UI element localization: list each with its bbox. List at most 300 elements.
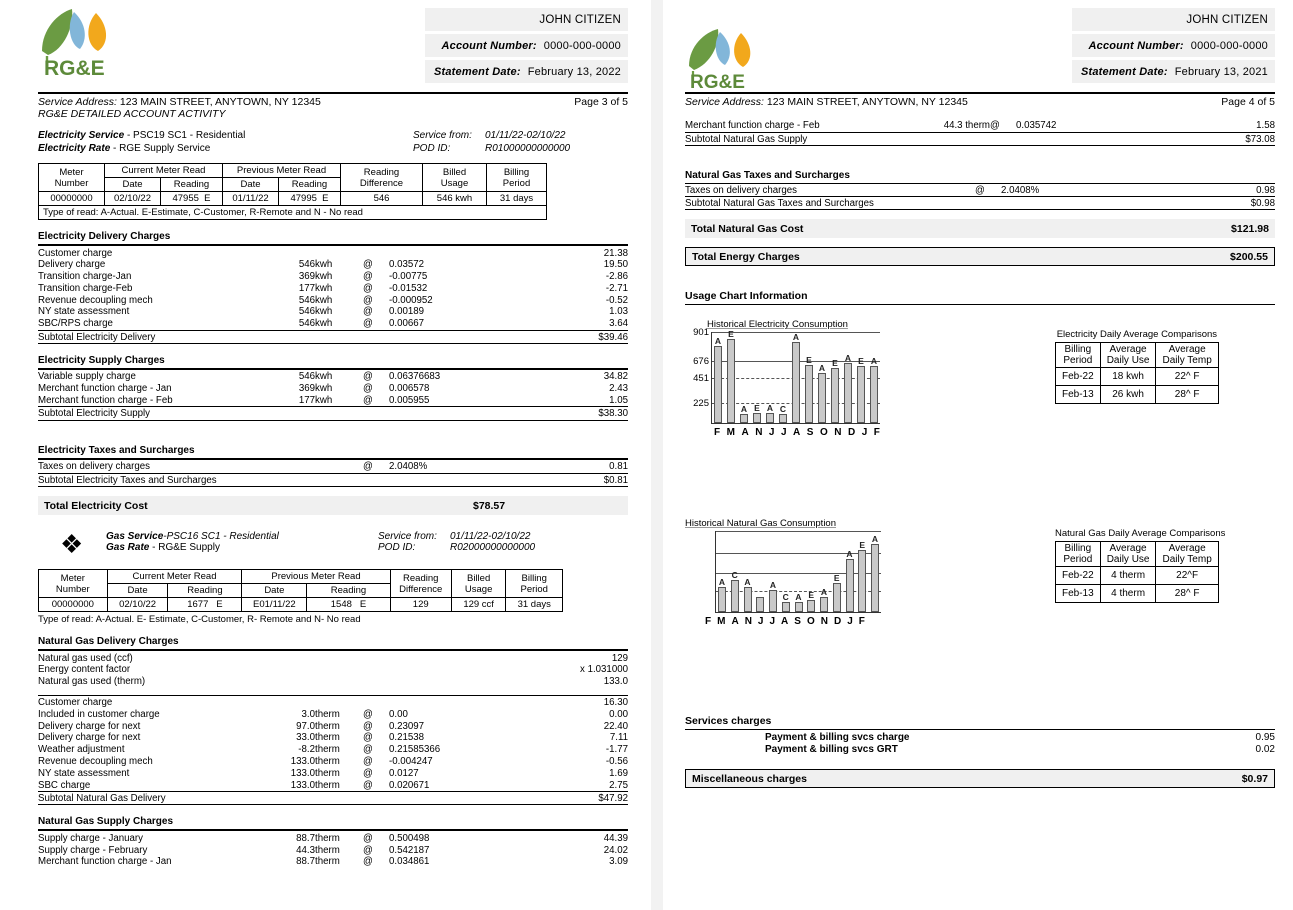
miscellaneous-charges-row: [685, 769, 1275, 788]
charge-at-symbol: @: [363, 259, 373, 271]
electricity-comparison-table-wrap: [1055, 329, 1219, 404]
th-reading-difference: Reading Difference: [341, 164, 423, 192]
bar: [740, 404, 748, 423]
charge-unit: therm: [315, 755, 340, 767]
gas-chart-title: Historical Natural Gas Consumption: [685, 518, 837, 530]
statement-date-value: February 13, 2021: [1174, 65, 1268, 78]
charge-amount: -2.71: [605, 282, 628, 294]
conversion-rows: [38, 651, 628, 688]
th-current-meter-read: Current Meter Read: [105, 164, 223, 178]
charge-at-symbol: @: [363, 383, 373, 395]
services-charges-block: [685, 715, 1275, 755]
bar-label: A: [744, 577, 751, 588]
table-header-row: [1056, 343, 1219, 368]
charge-amount: 1.03: [609, 306, 628, 318]
table-row: [1056, 585, 1219, 603]
charge-row: [38, 767, 628, 779]
conversion-row: [38, 651, 628, 664]
th-average-daily-use: Average Daily Use: [1100, 343, 1156, 368]
charge-quantity: 97.0: [296, 720, 315, 732]
electricity-service-header: [38, 129, 628, 155]
conversion-label: Natural gas used (therm): [38, 676, 146, 688]
charge-row: [38, 246, 628, 259]
td-billed-usage: 546 kwh: [423, 192, 487, 206]
charge-row: [38, 831, 628, 844]
charge-rate: 0.542187: [389, 844, 430, 856]
charge-unit: therm: [315, 856, 340, 868]
subtotal-label: Subtotal Natural Gas Delivery: [38, 791, 519, 804]
charge-row: [685, 120, 1275, 132]
page-divider: [651, 0, 663, 910]
bar: [871, 533, 879, 612]
month-label: N: [820, 616, 828, 628]
th-billing-period: Billing Period: [487, 164, 547, 192]
bar: [782, 591, 790, 613]
charge-unit: therm: [315, 708, 340, 720]
pod-id-label: POD ID:: [413, 143, 451, 154]
account-number-value: 0000-000-0000: [1190, 39, 1268, 52]
bar-label: A: [718, 577, 726, 588]
th-billing-period: Billing Period: [506, 570, 563, 598]
td-meter-number: 00000000: [39, 598, 108, 612]
th-average-daily-temp: Average Daily Temp: [1156, 542, 1218, 567]
month-label: J: [769, 616, 776, 628]
month-label: A: [793, 427, 801, 439]
charge-rate: 0.006578: [389, 383, 430, 395]
service-address-row: [685, 92, 1275, 108]
th-billing-period: Billing Period: [1056, 343, 1101, 368]
charge-row: [38, 259, 628, 271]
charge-rate: 0.00667: [389, 318, 425, 330]
table-header-row: [1056, 542, 1219, 567]
bar: [731, 570, 739, 612]
table-header-row: [39, 570, 563, 584]
bar: [766, 402, 774, 424]
charge-at-symbol: @: [363, 831, 389, 844]
bar: [718, 577, 726, 612]
subtotal-label: Subtotal Electricity Delivery: [38, 330, 519, 343]
gas-comparison-table: [1055, 541, 1219, 603]
electricity-comparison-table: [1055, 342, 1219, 404]
electricity-comparison-caption: Electricity Daily Average Comparisons: [1056, 329, 1218, 341]
month-label: N: [744, 616, 752, 628]
bar-label: E: [808, 590, 815, 601]
bill-page-4: [663, 0, 1293, 910]
bar: [744, 577, 752, 612]
charge-description: Customer charge: [38, 246, 253, 259]
statement-date-band: [425, 60, 628, 83]
td-meter-number: 00000000: [39, 192, 105, 206]
month-label: O: [806, 616, 815, 628]
service-address-value: 123 MAIN STREET, ANYTOWN, NY 12345: [119, 96, 321, 108]
charge-rate: [389, 695, 519, 708]
charge-quantity: 369: [298, 271, 315, 283]
bar-label: A: [844, 352, 852, 363]
month-label: J: [757, 616, 764, 628]
pod-id-value: R01000000000000: [485, 143, 571, 154]
th-prev-date: Date: [242, 584, 307, 598]
th-billed-usage: Billed Usage: [451, 570, 506, 598]
td-cur-date: 02/10/22: [107, 598, 168, 612]
th-meter-number: Meter Number: [39, 570, 108, 598]
charge-quantity: 3.0: [301, 708, 315, 720]
th-meter-number: Meter Number: [39, 164, 105, 192]
account-summary-box: [1072, 8, 1275, 86]
charge-rate: 0.500498: [389, 831, 519, 844]
charge-unit: kwh: [315, 383, 333, 395]
charge-row: [38, 695, 628, 708]
statement-date-label: Statement Date:: [433, 65, 521, 78]
x-axis: [715, 612, 881, 613]
bar: [753, 403, 761, 423]
charge-amount: 44.39: [519, 831, 628, 844]
charge-quantity: 546: [298, 306, 315, 318]
charge-row: [685, 743, 1275, 755]
charge-row: [38, 271, 628, 283]
charge-at-symbol: @: [990, 120, 1000, 132]
gas-service-label: Gas Service: [106, 531, 164, 543]
month-label: M: [717, 616, 726, 628]
charge-unit: kwh: [315, 306, 333, 318]
statement-date-label: Statement Date:: [1080, 65, 1168, 78]
charge-at-symbol: @: [975, 184, 985, 196]
charge-at-symbol: @: [363, 708, 373, 720]
charge-at-symbol: @: [363, 369, 389, 382]
customer-name: JOHN CITIZEN: [1186, 13, 1268, 26]
charge-quantity: 88.7: [296, 856, 315, 868]
charge-quantity: 44.3: [296, 844, 315, 856]
charge-description: Merchant function charge - Feb: [38, 395, 173, 407]
charge-unit: therm: [315, 767, 340, 779]
charge-description: Customer charge: [38, 695, 253, 708]
electricity-taxes-table: [38, 459, 628, 487]
charge-quantity: 546: [253, 369, 315, 382]
month-label: A: [741, 427, 749, 439]
misc-charges-label: Miscellaneous charges: [692, 772, 807, 785]
month-label: J: [780, 427, 787, 439]
bar: [795, 592, 803, 612]
charge-at-symbol: @: [363, 282, 373, 294]
th-billed-usage: Billed Usage: [423, 164, 487, 192]
bar-label: A: [795, 592, 802, 603]
charge-description: Transition charge-Jan: [38, 271, 132, 283]
total-energy-charges-row: [685, 247, 1275, 266]
electricity-delivery-charges-block: [38, 231, 628, 344]
charge-unit: kwh: [315, 318, 333, 330]
charge-description: SBC/RPS charge: [38, 318, 113, 330]
charge-amount: 34.82: [519, 369, 628, 382]
td-daily-temp: 28^ F: [1156, 386, 1218, 404]
section-title: Natural Gas Taxes and Surcharges: [685, 170, 1275, 184]
bar: [820, 587, 828, 612]
service-address-label: Service Address:: [685, 96, 764, 108]
gas-comparison-table-wrap: [1055, 528, 1225, 603]
bar: [779, 403, 787, 424]
charge-unit: [315, 246, 363, 259]
charge-unit: kwh: [315, 395, 333, 407]
table-row: [1056, 368, 1219, 386]
total-energy-amount: $200.55: [1230, 250, 1268, 263]
charge-rate: -0.00775: [389, 271, 428, 283]
customer-name: JOHN CITIZEN: [539, 13, 621, 26]
electricity-supply-charges-block: [38, 355, 628, 421]
charge-description: Delivery charge: [38, 259, 106, 271]
charge-unit: therm: [315, 779, 340, 791]
total-energy-label: Total Energy Charges: [692, 250, 800, 263]
td-difference: 129: [390, 598, 451, 612]
charge-at-symbol: [363, 246, 389, 259]
charge-rate: 0.035742: [1016, 120, 1057, 132]
y-axis: [715, 531, 716, 613]
electricity-rate-value: - RGE Supply Service: [113, 143, 211, 154]
customer-name-band: [1072, 8, 1275, 31]
charge-row: [38, 395, 628, 407]
account-number-label: Account Number:: [441, 39, 537, 52]
charge-at-symbol: @: [363, 271, 373, 283]
table-row: [1056, 386, 1219, 404]
total-gas-amount: $121.98: [1231, 222, 1269, 235]
charge-amount: 16.30: [519, 695, 628, 708]
td-billing-period: Feb-22: [1056, 567, 1101, 585]
charge-description: NY state assessment: [38, 767, 130, 779]
bar-label: E: [754, 403, 760, 414]
conversion-value: 129: [496, 651, 628, 664]
svg-text:RG&E: RG&E: [44, 57, 105, 80]
charge-row: [38, 720, 628, 732]
x-axis-labels: [714, 427, 880, 438]
total-electricity-amount: $78.57: [473, 499, 506, 512]
charge-quantity: 133.0: [290, 779, 315, 791]
charge-rows: [38, 695, 628, 791]
charge-description: Merchant function charge - Jan: [38, 856, 172, 868]
charge-rate: 2.0408%: [1001, 184, 1040, 196]
charge-unit: [315, 695, 363, 708]
charge-rate: 0.0127: [389, 767, 419, 779]
electricity-chart-title: Historical Electricity Consumption: [707, 319, 848, 331]
subtotal-row: [38, 473, 628, 486]
bar: [714, 336, 722, 423]
th-cur-date: Date: [105, 178, 161, 192]
month-label: D: [847, 427, 856, 439]
charge-rate: 0.00: [389, 708, 408, 720]
month-label: M: [726, 427, 735, 439]
service-address-value: 123 MAIN STREET, ANYTOWN, NY 12345: [766, 96, 968, 108]
electricity-service-label: Electricity Service: [38, 130, 125, 141]
charge-rate: 0.06376683: [389, 369, 519, 382]
flame-icon: ❖: [60, 529, 84, 560]
charge-at-symbol: @: [363, 767, 373, 779]
charge-rows: [38, 831, 628, 868]
month-label: N: [834, 427, 842, 439]
charge-amount: 0.98: [1256, 184, 1275, 196]
gas-service-from-value: 01/11/22-02/10/22: [450, 531, 531, 543]
subtotal-label: Subtotal Electricity Taxes and Surcharges: [38, 473, 519, 486]
th-billing-period: Billing Period: [1056, 542, 1101, 567]
electricity-rate-label: Electricity Rate: [38, 143, 111, 154]
charge-quantity: 369: [298, 383, 315, 395]
charge-row: [38, 844, 628, 856]
bar-series: [718, 531, 879, 612]
charge-row: [38, 779, 628, 791]
charge-description: SBC charge: [38, 779, 91, 791]
subtotal-row: [38, 330, 628, 343]
charge-rate: -0.01532: [389, 282, 428, 294]
charge-description: Merchant function charge - Jan: [38, 383, 172, 395]
charge-at-symbol: [363, 695, 389, 708]
charge-row: [38, 294, 628, 306]
bar: [727, 329, 735, 423]
x-axis-labels: [705, 616, 865, 627]
rge-logo: [685, 26, 765, 102]
charge-description: Weather adjustment: [38, 744, 125, 756]
charge-description: Included in customer charge: [38, 708, 160, 720]
account-number-label: Account Number:: [1088, 39, 1184, 52]
electricity-usage-chart-section: [685, 319, 1275, 444]
gas-usage-chart-section: [685, 518, 1275, 643]
charge-amount: 7.11: [609, 732, 628, 744]
statement-date-value: February 13, 2022: [527, 65, 621, 78]
td-billing-period: Feb-13: [1056, 386, 1101, 404]
charge-quantity: 44.3 therm: [943, 120, 990, 132]
gas-supply-continued-table: [685, 120, 1275, 146]
th-prev-reading: Reading: [307, 584, 390, 598]
misc-charges-amount: $0.97: [1241, 772, 1268, 785]
charge-row: [38, 369, 628, 382]
charge-unit: therm: [315, 744, 340, 756]
month-label: J: [768, 427, 775, 439]
charge-quantity: 88.7: [253, 831, 315, 844]
charge-quantity: 177: [298, 282, 315, 294]
th-cur-date: Date: [107, 584, 168, 598]
charge-quantity: 546: [298, 294, 315, 306]
month-label: S: [794, 616, 801, 628]
td-daily-use: 4 therm: [1100, 567, 1156, 585]
charge-at-symbol: @: [363, 844, 373, 856]
services-charges-table: [685, 729, 1275, 755]
gas-comparison-caption: Natural Gas Daily Average Comparisons: [1055, 528, 1226, 540]
th-average-daily-use: Average Daily Use: [1100, 542, 1156, 567]
total-electricity-label: Total Electricity Cost: [44, 499, 148, 512]
subtotal-row: [685, 132, 1275, 145]
conversion-value: x 1.031000: [580, 664, 628, 676]
table-row: [1056, 567, 1219, 585]
month-label: F: [714, 427, 721, 439]
charge-description: Revenue decoupling mech: [38, 294, 153, 306]
charge-rate: 0.21538: [389, 732, 425, 744]
td-billing-period: Feb-13: [1056, 585, 1101, 603]
subtotal-amount: $39.46: [519, 330, 628, 343]
td-cur-reading: 47955 E: [161, 192, 223, 206]
charge-quantity: 546: [298, 318, 315, 330]
bar-label: A: [846, 549, 853, 560]
charge-at-symbol: @: [363, 744, 373, 756]
charge-amount: 2.75: [609, 779, 628, 791]
charge-amount: 1.58: [1256, 120, 1275, 132]
charge-row: [38, 856, 628, 868]
account-number-band: [425, 34, 628, 57]
y-tick-901: 901: [693, 327, 709, 339]
bar: [769, 580, 777, 612]
charge-description: Payment & billing svcs charge: [685, 730, 1228, 744]
charge-amount: 22.40: [603, 720, 628, 732]
conversion-label: Energy content factor: [38, 664, 131, 676]
charge-row: [38, 732, 628, 744]
th-reading-difference: Reading Difference: [390, 570, 451, 598]
charge-at-symbol: @: [363, 318, 373, 330]
electricity-taxes-block: [38, 445, 628, 487]
bar: [833, 573, 841, 612]
charge-quantity: [253, 459, 315, 473]
month-label: J: [861, 427, 868, 439]
charge-amount: 3.09: [609, 856, 628, 868]
td-difference: 546: [341, 192, 423, 206]
table-row: [39, 598, 563, 612]
bar-label: A: [769, 580, 777, 591]
charge-amount: 21.38: [519, 246, 628, 259]
month-label: A: [731, 616, 739, 628]
charge-row: [685, 184, 1275, 196]
charge-description: Supply charge - January: [38, 831, 253, 844]
charge-description: Payment & billing svcs GRT: [765, 743, 898, 755]
charge-amount: 24.02: [603, 844, 628, 856]
bar: [870, 356, 878, 423]
bar: [756, 597, 764, 612]
charge-rate: 0.23097: [389, 720, 425, 732]
section-title: Electricity Taxes and Surcharges: [38, 445, 628, 459]
gas-supply-charges-block: [38, 816, 628, 867]
charge-unit: kwh: [315, 294, 333, 306]
td-daily-use: 4 therm: [1100, 585, 1156, 603]
conversion-label: Natural gas used (ccf): [38, 651, 496, 664]
conversion-row: [38, 664, 628, 676]
td-prev-date: E01/11/22: [242, 598, 307, 612]
charge-row: [38, 744, 628, 756]
charge-rate: 0.21585366: [389, 744, 441, 756]
charge-at-symbol: @: [363, 732, 373, 744]
bar-series: [714, 329, 878, 423]
bar: [846, 549, 854, 612]
bar: [818, 362, 826, 424]
y-tick-451: 451: [693, 373, 709, 385]
charge-amount: 0.95: [1228, 730, 1275, 744]
page-indicator: Page 3 of 5: [574, 96, 628, 108]
charge-rate: [389, 246, 519, 259]
y-tick-225: 225: [693, 398, 709, 410]
th-prev-reading: Reading: [279, 178, 341, 192]
charge-quantity: 177: [298, 395, 315, 407]
charge-amount: 2.43: [609, 383, 628, 395]
month-label: S: [806, 427, 814, 439]
charge-amount: 19.50: [603, 259, 628, 271]
charge-rows: [38, 369, 628, 406]
service-address-row: [38, 92, 628, 108]
th-cur-reading: Reading: [161, 178, 223, 192]
total-gas-label: Total Natural Gas Cost: [691, 222, 804, 235]
charge-at-symbol: @: [363, 459, 389, 473]
charge-amount: 1.05: [609, 395, 628, 407]
charge-at-symbol: @: [363, 306, 373, 318]
service-address-label: Service Address:: [38, 96, 117, 108]
gas-conversion-table: [38, 650, 628, 687]
charge-rate: 0.020671: [389, 779, 430, 791]
charge-row: [38, 383, 628, 395]
charge-rate: 0.005955: [389, 395, 430, 407]
bar-label: C: [782, 591, 789, 602]
bar-label: A: [792, 332, 800, 343]
bar-label: A: [740, 404, 748, 415]
subtotal-amount: $47.92: [519, 791, 628, 804]
bar-label: E: [806, 354, 812, 365]
